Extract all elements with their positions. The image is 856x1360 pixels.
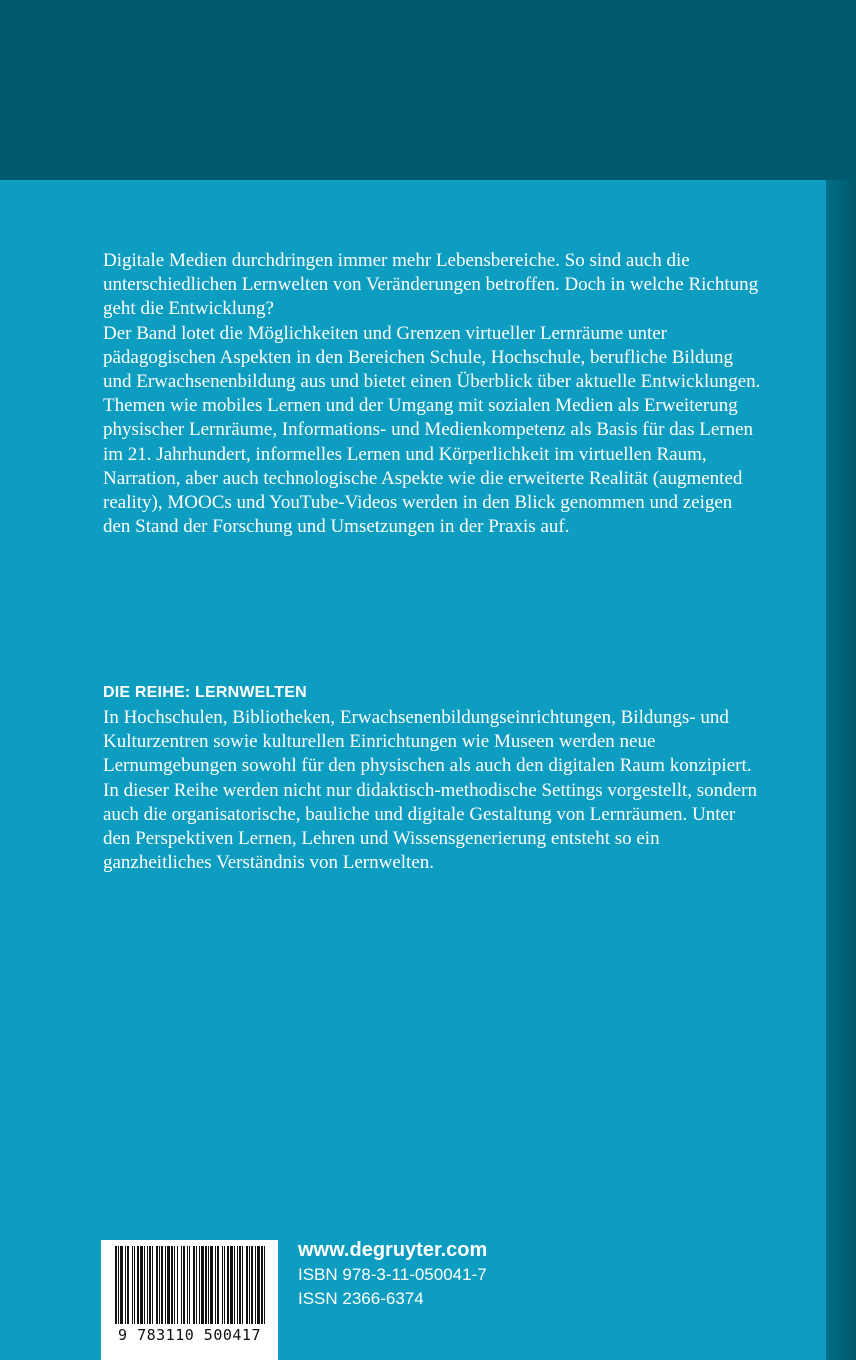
top-band (0, 0, 856, 180)
barcode-bar (127, 1246, 129, 1324)
barcode-bar (152, 1246, 153, 1324)
barcode-bar (222, 1246, 223, 1324)
series-section (103, 682, 763, 875)
barcode-bar (159, 1246, 160, 1324)
barcode-bar (261, 1246, 263, 1324)
barcode-bar (120, 1246, 123, 1324)
barcode-bar (132, 1246, 133, 1324)
barcode-bar (147, 1246, 148, 1324)
barcode-bar (177, 1246, 178, 1324)
barcode-bar (196, 1246, 197, 1324)
barcode-bar (230, 1246, 233, 1324)
issn-number: ISSN 2366-6374 (298, 1289, 424, 1308)
barcode-bar (125, 1246, 126, 1324)
series-heading: DIE REIHE: LERNWELTEN (103, 684, 307, 701)
barcode-bar (255, 1246, 256, 1324)
barcode-bar (183, 1246, 185, 1324)
barcode-bar (137, 1246, 139, 1324)
barcode-bar (144, 1246, 145, 1324)
blurb-text (103, 249, 763, 539)
barcode-bar (201, 1246, 204, 1324)
barcode-bar (156, 1246, 158, 1324)
barcode-bar (217, 1246, 219, 1324)
barcode-bar (239, 1246, 241, 1324)
barcode-bar (249, 1246, 250, 1324)
barcode-bar (246, 1246, 248, 1324)
barcode-bar (187, 1246, 188, 1324)
barcode-bar (215, 1246, 216, 1324)
barcode-bar (205, 1246, 207, 1324)
barcode-bars (115, 1246, 265, 1324)
cover-spine-edge (826, 180, 856, 1360)
isbn-barcode (101, 1240, 278, 1360)
barcode-bar (242, 1246, 243, 1324)
publisher-url[interactable]: www.degruyter.com (298, 1239, 488, 1261)
barcode-bar (115, 1246, 117, 1324)
blurb-paragraph-2: Der Band lotet die Möglichkeiten und Grenzen virtueller Lernräume unter pädagogischen Aspekten in den Bereichen Schule, Hochschule, berufliche Bildung und Erwachsenenbildung aus und bietet einen Überblick über aktuelle Entwicklungen. (103, 322, 761, 393)
barcode-bar (167, 1246, 170, 1324)
barcode-bar (208, 1246, 209, 1324)
series-description: In Hochschulen, Bibliotheken, Erwachsenenbildungseinrichtungen, Bildungs- und Kulturzentren sowie kulturellen Einrichtungen wie Museen werden neue Lernumgebungen sowohl für den physischen als auch den digitalen Raum konzipiert. In dieser Reihe werden nicht nur didaktisch-methodische Settings vorgestellt, sondern auch die organisatorische, bauliche und digitale Gestaltung von Lernräumen. Unter den Perspektiven Lernen, Lehren und Wissensgenerierung entsteht so ein ganzheitliches Verständnis von Lernwelten. (103, 707, 757, 874)
barcode-bar (189, 1246, 190, 1324)
barcode-bar (199, 1246, 200, 1324)
barcode-bar (251, 1246, 253, 1324)
barcode-bar (134, 1246, 135, 1324)
blurb-paragraph-1: Digitale Medien durchdringen immer mehr Lebensbereiche. So sind auch die unterschiedlichen Lernwelten von Veränderungen betroffen. Doch in welche Richtung geht die Entwicklung? (103, 250, 759, 320)
barcode-bar (227, 1246, 229, 1324)
barcode-bar (224, 1246, 225, 1324)
barcode-bar (237, 1246, 238, 1324)
barcode-bar (171, 1246, 173, 1324)
barcode-bar (193, 1246, 195, 1324)
barcode-bar (149, 1246, 151, 1324)
barcode-bar (165, 1246, 166, 1324)
isbn-number: ISBN 978-3-11-050041-7 (298, 1265, 487, 1284)
barcode-bar (210, 1246, 213, 1324)
barcode-bar (174, 1246, 175, 1324)
barcode-bar (257, 1246, 260, 1324)
barcode-bar (118, 1246, 119, 1324)
barcode-bar (161, 1246, 163, 1324)
blurb-paragraph-3: Themen wie mobiles Lernen und der Umgang mit sozialen Medien als Erweiterung physischer Lernräume, Informations- und Medienkompetenz als Basis für das Lernen im 21. Jahrhundert, informelles Lernen und Körperlichkeit im virtuellen Raum, Narration, aber auch technologische Aspekte wie die erweiterte Realität (augmented reality), MOOCs und YouTube-Videos werden in den Blick genommen und zeigen den Stand der Forschung und Umsetzungen in der Praxis auf. (103, 395, 754, 538)
barcode-digits: 9 783110 500417 (118, 1326, 261, 1344)
barcode-bar (181, 1246, 182, 1324)
barcode-bar (264, 1246, 265, 1324)
barcode-bar (234, 1246, 235, 1324)
publisher-info (298, 1237, 487, 1311)
barcode-bar (140, 1246, 143, 1324)
